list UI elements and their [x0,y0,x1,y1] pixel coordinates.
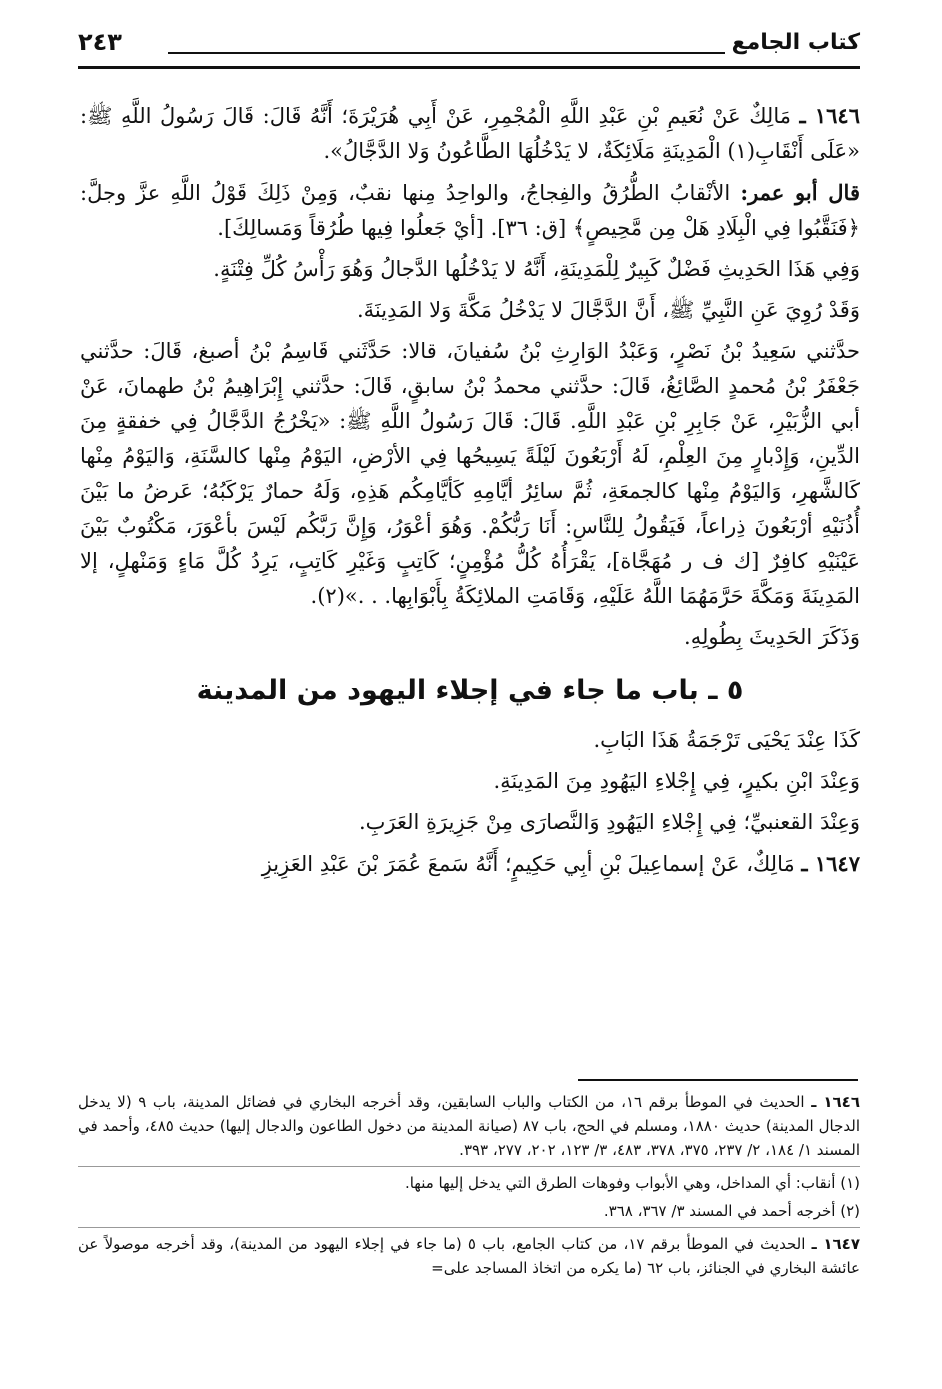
hadith-1646 [80,98,860,169]
hadith-number: ١٦٤٦ ـ [799,103,860,128]
abu-umar-comment [80,175,860,246]
paragraph-dhakara: وَذَكَرَ الحَدِيثَ بِطُولِهِ. [684,625,860,649]
hadith-text: مَالِكٌ عَنْ نُعَيمِ بْنِ عَبْدِ اللَّهِ الْمُجْمِرِ، عَنْ أَبِي هُرَيْرَةَ؛ أَنَّهُ قَالَ: قَالَ رَسُولُ اللَّهِ ﷺ: «عَلَى أَنْقَابِ(١) الْمَدِينَةِ مَلَائِكَةٌ، لا يَدْخُلُهَا الطَّاعُونُ وَلا الدَّجَّالُ». [80,104,860,163]
paragraph-ibn-bukayr: وَعِنْدَ ابْنِ بكيرٍ، فِي إِجْلاءِ اليَهُودِ مِنَ المَدِينَةِ. [493,769,860,793]
running-head-book-title: كتاب الجامع [731,30,860,55]
page-header [78,22,860,62]
section-heading: ٥ ـ باب ما جاء في إجلاء اليهود من المدينة [196,675,744,706]
footnote-number: ١٦٤٧ ـ [811,1235,860,1253]
commentator-lead: قال أبو عمر: [740,180,860,205]
footnote-2: (٢) أخرجه أحمد في المسند ٣/ ٣٦٧، ٣٦٨. [603,1202,860,1220]
hadith-number: ١٦٤٧ ـ [801,851,860,876]
paragraph-fadl: وَفِي هَذَا الحَدِيثِ فَضْلٌ كَبِيرٌ لِلْمَدِينَةِ، أَنَّهُ لا يَدْخُلُها الدَّجالُ وَهُوَ رَأْسُ كُلِّ فِتْنَةٍ. [213,257,860,281]
paragraph-isnad: حدَّثني سَعِيدُ بْنُ نَصْرٍ، وَعَبْدُ الوَارِثِ بْنُ سُفيانَ، قالا: حَدَّثَني قَاسِمُ بْنُ أصبغ، قَالَ: حدَّثني جَعْفَرُ بْنُ مُحمدٍ الصَّائِغُ، قَالَ: حدَّثني محمدُ بْنُ سابقٍ، قَالَ: حدَّثني إِبْرَاهِيمُ بْنُ طهمانَ، عَنْ أبي الزُّبَيْرِ، عَنْ جَابِرِ بْنِ عَبْدِ اللَّهِ. قَالَ: قَالَ رَسُولُ اللَّهِ ﷺ: «يَخْرُجُ الدَّجَّالُ فِي خفقةٍ مِنَ الدِّينِ، وَإِدْبارٍ مِنَ العِلْمِ، لَهُ أَرْبَعُونَ لَيْلَةً يَسِيحُها فِي الأرْضِ، اليَوْمُ مِنْها كالسَّنَةِ، وَاليَوْمُ مِنْها كَالشَّهرِ، وَاليَوْمُ مِنْها كالجمعَةِ، ثُمَّ سائِرُ أيَّامِهِ كَأيَّامِكُم هَذِهِ، وَلَهُ حمارٌ يَرْكَبُهُ؛ عَرضُ ما بَيْنَ أُذُنَيْهِ أرْبَعُونَ ذِراعاً، فَيَقُولُ لِلنَّاسِ: أَنَا رَبُّكُمْ. وَهُوَ أعْوَرُ، وَإِنَّ رَبَّكُم لَيْسَ بأعْوَرَ، مَكْتُوبٌ بَيْنَ عَيْنَيْهِ كافِرٌ [ك ف ر مُهَجَّاة]، يَقْرَأُهُ كُلُّ مُؤْمِنٍ؛ كَاتِبٍ وَغَيْرِ كَاتِبٍ، يَرِدُ كُلَّ مَاءٍ وَمَنْهلٍ، إلا المَدِينَةَ وَمَكَّةَ حَرَّمَهُمَا اللَّهُ عَلَيْهِ، وَقَامَتِ الملائِكَةُ بِأَبْوَابِها. . .»(٢). [80,339,860,608]
footnote-divider [578,1079,858,1081]
footnote-1: (١) أنقاب: أي المداخل، وهي الأبواب وفوهات الطرق التي يدخل إليها منها. [404,1174,860,1192]
footnote-separator [78,1166,860,1167]
footnotes [78,1090,860,1284]
footnote-text: الحديث في الموطأ برقم ١٧، من كتاب الجامع، باب ٥ (ما جاء في إجلاء اليهود من المدينة)، وقد أخرجه موصولاً عن عائشة البخاري في الجنائز، باب ٦٢ (ما يكره من اتخاذ المساجد على= [78,1235,860,1277]
paragraph-ruwiya: وَقَدْ رُوِيَ عَنِ النَّبِيِّ ﷺ، أَنَّ الدَّجَّالَ لا يَدْخُلُ مَكَّةَ وَلا المَدِينَةَ. [356,298,860,322]
header-rule [168,52,725,54]
footnote-number: ١٦٤٦ ـ [811,1093,860,1111]
paragraph-qanabi: وَعِنْدَ القعنبيِّ؛ فِي إِجْلاءِ اليَهُودِ وَالنَّصارَى مِنْ جَزِيرَةِ العَرَبِ. [358,810,860,834]
commentary-text: الأنْقابُ الطُّرُقُ والفِجاجُ، والواحِدُ مِنها نقبٌ، وَمِنْ ذَلِكَ قَوْلُ اللَّهِ عزَّ وجلَّ: ﴿فَنَقَّبُوا فِي الْبِلَادِ هَلْ مِن مَّحِيصٍ﴾ [ق: ٣٦]. [أيْ جَعلُوا فِيها طُرُقاً وَمَسالِكَ]. [80,181,860,240]
hadith-text: مَالِكٌ، عَنْ إسماعِيلَ بْنِ أبِي حَكِيمٍ؛ أَنَّهُ سَمعَ عُمَرَ بْنَ عَبْدِ العَزِيزِ [261,852,795,876]
footnote-separator [78,1227,860,1228]
header-divider [78,66,860,69]
hadith-1647 [80,846,860,882]
footnote-1646 [78,1090,860,1162]
footnote-text: الحديث في الموطأ برقم ١٦، من الكتاب والباب السابقين، وقد أخرجه البخاري في فضائل المدينة، باب ٩ (لا يدخل الدجال المدينة) حديث ١٨٨٠، ومسلم في الحج، باب ٨٧ (صيانة المدينة من دخول الطاعون والدجال إليها) حديث ٤٨٥، وأحمد في المسند ١/ ١٨٤، ٢/ ٢٣٧، ٣٧٥، ٣٧٨، ٤٨٣، ٣/ ١٢٣، ٢٠٢، ٢٧٧، ٣٩٣. [78,1093,861,1159]
page-number: ٢٤٣ [78,28,122,56]
footnote-1647 [78,1232,860,1280]
paragraph-kadha: كَذَا عِنْدَ يَحْيَى تَرْجَمَةُ هَذَا البَابِ. [593,728,860,752]
main-text [80,98,860,888]
